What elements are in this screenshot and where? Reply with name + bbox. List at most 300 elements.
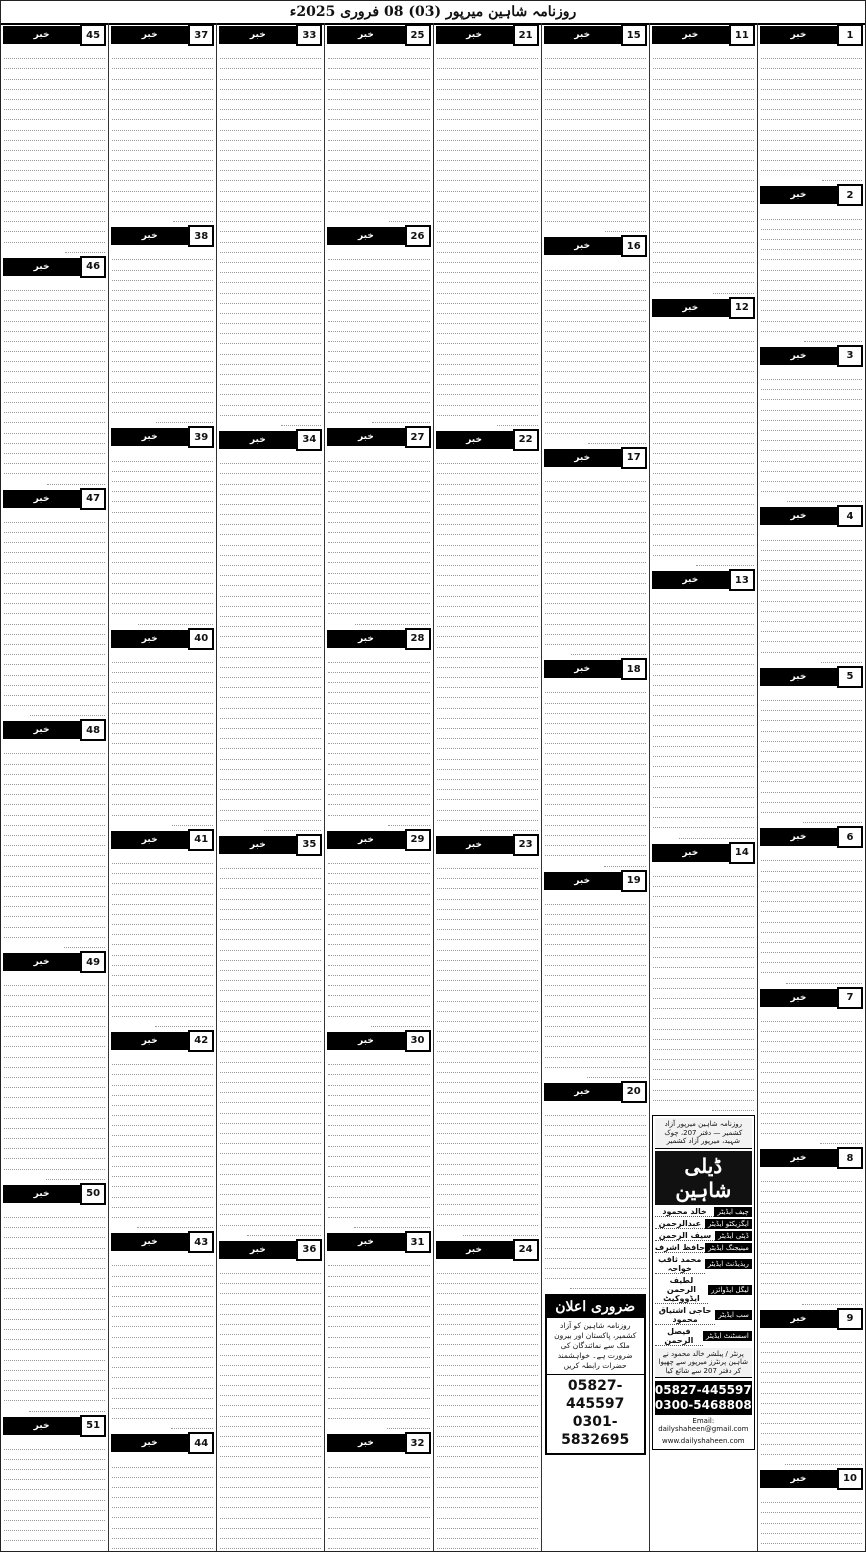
text-line: [112, 1378, 213, 1388]
text-line: [328, 1457, 429, 1467]
text-line: [761, 250, 862, 260]
text-line: [4, 897, 105, 907]
text-line: [545, 202, 646, 212]
text-line: [220, 1427, 321, 1437]
text-line: [387, 1419, 429, 1429]
text-line: [112, 161, 213, 171]
text-line: [328, 462, 429, 472]
text-line: [4, 686, 105, 696]
news-number-box: [327, 427, 430, 447]
text-line: [4, 754, 105, 764]
text-line: [761, 411, 862, 421]
news-number-box: [219, 25, 322, 45]
text-line: [220, 495, 321, 505]
text-line: [220, 1549, 321, 1551]
text-line: [437, 790, 538, 800]
text-line: [4, 826, 105, 836]
text-line: [220, 202, 321, 212]
text-line: [112, 1518, 213, 1528]
text-line: [653, 202, 754, 212]
text-line: [220, 515, 321, 525]
news-text-block: [217, 857, 324, 1238]
text-line: [437, 576, 538, 586]
news-label: خبر: [219, 1241, 296, 1259]
text-line: [328, 362, 429, 372]
text-line: [4, 192, 105, 202]
text-line: [437, 607, 538, 617]
text-line: [220, 212, 321, 222]
news-label: خبر: [760, 347, 837, 365]
text-line: [4, 1460, 105, 1470]
text-line: [112, 59, 213, 69]
text-line: [761, 1103, 862, 1113]
text-line: [437, 749, 538, 759]
text-line: [545, 543, 646, 553]
text-line: [46, 1170, 105, 1180]
text-line: [220, 192, 321, 202]
news-text-block: [217, 47, 324, 428]
text-line: [389, 212, 429, 222]
text-line: [328, 250, 429, 260]
text-line: [328, 141, 429, 151]
staff-row: [655, 1306, 752, 1325]
news-label: خبر: [111, 1233, 188, 1251]
news-text-block: [1, 47, 108, 255]
text-line: [437, 1042, 538, 1052]
text-line: [4, 1218, 105, 1228]
text-line: [328, 775, 429, 785]
text-line: [328, 1065, 429, 1075]
text-line: [328, 202, 429, 212]
text-line: [220, 294, 321, 304]
text-line: [4, 1361, 105, 1371]
text-line: [545, 1198, 646, 1208]
text-line: [328, 1338, 429, 1348]
text-line: [653, 1070, 754, 1080]
news-number: 33: [296, 24, 322, 46]
text-line: [437, 505, 538, 515]
text-line: [4, 986, 105, 996]
text-line: [220, 253, 321, 263]
text-line: [220, 637, 321, 647]
text-line: [761, 260, 862, 270]
news-label: خبر: [436, 1241, 513, 1259]
text-line: [328, 795, 429, 805]
text-line: [220, 1093, 321, 1103]
text-line: [112, 69, 213, 79]
text-line: [545, 563, 646, 573]
news-label: خبر: [111, 831, 188, 849]
text-line: [437, 1165, 538, 1175]
text-line: [112, 49, 213, 59]
text-line: [761, 1333, 862, 1343]
news-number-box: [436, 25, 539, 45]
text-line: [220, 525, 321, 535]
text-line: [761, 892, 862, 902]
text-line: [545, 482, 646, 492]
text-line: [545, 393, 646, 403]
text-line: [4, 90, 105, 100]
text-line: [545, 775, 646, 785]
text-line: [281, 416, 321, 426]
news-text-block: [109, 248, 216, 425]
news-number: 36: [296, 1239, 322, 1261]
text-line: [653, 877, 754, 887]
news-number: 15: [621, 24, 647, 46]
text-line: [545, 574, 646, 584]
text-line: [247, 1226, 322, 1236]
text-line: [437, 1154, 538, 1164]
news-text-block: [434, 452, 541, 833]
text-line: [220, 1073, 321, 1083]
text-line: [653, 737, 754, 747]
text-line: [220, 869, 321, 879]
text-line: [220, 1114, 321, 1124]
column-2: [649, 23, 757, 1551]
text-line: [328, 1106, 429, 1116]
text-line: [220, 334, 321, 344]
news-number-box: [111, 629, 214, 649]
text-line: [822, 171, 862, 181]
news-text-block: [1, 279, 108, 487]
text-line: [545, 683, 646, 693]
text-line: [112, 553, 213, 563]
text-line: [220, 607, 321, 617]
text-line: [328, 1478, 429, 1488]
news-label: خبر: [544, 872, 621, 890]
text-line: [545, 120, 646, 130]
text-line: [156, 413, 214, 423]
news-text-block: [325, 651, 432, 828]
text-line: [112, 1266, 213, 1276]
text-line: [545, 765, 646, 775]
text-line: [545, 625, 646, 635]
text-line: [220, 1083, 321, 1093]
text-line: [220, 464, 321, 474]
text-line: [4, 212, 105, 222]
text-line: [220, 1305, 321, 1315]
text-line: [328, 383, 429, 393]
text-line: [545, 212, 646, 222]
text-line: [653, 625, 754, 635]
text-line: [437, 131, 538, 141]
text-line: [220, 576, 321, 586]
phone-number: 0300-5468808: [654, 1398, 752, 1412]
text-line: [328, 693, 429, 703]
text-line: [545, 594, 646, 604]
text-line: [761, 1022, 862, 1032]
text-line: [761, 462, 862, 472]
text-line: [4, 49, 105, 59]
news-number-box: [327, 25, 430, 45]
text-line: [761, 1042, 862, 1052]
text-line: [112, 383, 213, 393]
text-line: [220, 59, 321, 69]
text-line: [220, 1215, 321, 1225]
news-number-box: [327, 226, 430, 246]
text-line: [328, 594, 429, 604]
staff-name: خالد محمود: [655, 1207, 715, 1217]
text-line: [4, 1027, 105, 1037]
text-line: [545, 1136, 646, 1146]
text-line: [112, 996, 213, 1006]
text-line: [653, 747, 754, 757]
text-line: [328, 311, 429, 321]
text-line: [570, 1279, 646, 1289]
text-line: [761, 1063, 862, 1073]
text-line: [653, 594, 754, 604]
news-label: خبر: [3, 490, 80, 508]
text-line: [112, 1256, 213, 1266]
text-line: [220, 859, 321, 869]
text-line: [328, 171, 429, 181]
text-line: [653, 958, 754, 968]
news-label: خبر: [327, 630, 404, 648]
news-text-block: [325, 1455, 432, 1551]
text-line: [112, 451, 213, 461]
text-line: [761, 923, 862, 933]
text-line: [4, 1269, 105, 1279]
text-line: [220, 556, 321, 566]
text-line: [761, 622, 862, 632]
news-number: 34: [296, 429, 322, 451]
text-line: [4, 676, 105, 686]
text-line: [653, 69, 754, 79]
text-line: [112, 683, 213, 693]
text-line: [112, 663, 213, 673]
text-line: [761, 953, 862, 963]
text-line: [545, 1058, 646, 1068]
text-line: [328, 915, 429, 925]
text-line: [545, 553, 646, 563]
text-line: [112, 1307, 213, 1317]
text-line: [4, 1129, 105, 1139]
text-line: [328, 352, 429, 362]
text-line: [653, 352, 754, 362]
news-text-block: [325, 1053, 432, 1230]
text-line: [545, 1017, 646, 1027]
text-line: [328, 1468, 429, 1478]
text-line: [653, 788, 754, 798]
news-number: 25: [405, 24, 431, 46]
text-line: [112, 281, 213, 291]
text-line: [4, 877, 105, 887]
text-line: [328, 502, 429, 512]
text-line: [112, 976, 213, 986]
text-line: [820, 1134, 862, 1144]
text-line: [545, 836, 646, 846]
news-label: خبر: [544, 1083, 621, 1101]
news-label: خبر: [436, 836, 513, 854]
text-line: [437, 1264, 538, 1274]
text-line: [112, 754, 213, 764]
news-label: خبر: [3, 26, 80, 44]
text-line: [220, 344, 321, 354]
text-line: [761, 1172, 862, 1182]
text-line: [4, 393, 105, 403]
text-line: [437, 889, 538, 899]
news-label: خبر: [652, 571, 729, 589]
text-line: [112, 905, 213, 915]
text-line: [328, 1549, 429, 1551]
news-text-block: [650, 865, 757, 1114]
text-line: [328, 986, 429, 996]
text-line: [220, 889, 321, 899]
text-line: [173, 212, 213, 222]
text-line: [328, 151, 429, 161]
news-number: 9: [837, 1308, 863, 1330]
text-line: [112, 533, 213, 543]
text-line: [4, 625, 105, 635]
text-line: [653, 1040, 754, 1050]
text-line: [761, 1203, 862, 1213]
news-number-box: [111, 1232, 214, 1252]
text-line: [4, 372, 105, 382]
text-line: [4, 584, 105, 594]
text-line: [437, 1539, 538, 1549]
news-number-box: [436, 835, 539, 855]
text-line: [328, 110, 429, 120]
text-line: [437, 1345, 538, 1355]
text-line: [4, 131, 105, 141]
text-line: [112, 795, 213, 805]
text-line: [761, 120, 862, 130]
text-line: [437, 556, 538, 566]
news-text-block: [217, 1262, 324, 1551]
text-line: [4, 887, 105, 897]
text-line: [4, 665, 105, 675]
text-line: [328, 523, 429, 533]
text-line: [112, 1208, 213, 1218]
news-number: 1: [837, 24, 863, 46]
text-line: [545, 1259, 646, 1269]
text-line: [545, 372, 646, 382]
news-label: خبر: [327, 1233, 404, 1251]
text-line: [545, 734, 646, 744]
text-line: [4, 604, 105, 614]
phone-number: 05827-445597: [565, 1378, 625, 1413]
text-line: [328, 271, 429, 281]
column-2-news: [650, 25, 757, 1113]
text-line: [437, 1114, 538, 1124]
text-line: [4, 655, 105, 665]
text-line: [4, 1310, 105, 1320]
news-text-block: [434, 857, 541, 1238]
text-line: [328, 744, 429, 754]
text-line: [4, 523, 105, 533]
news-label: خبر: [652, 844, 729, 862]
text-line: [4, 1371, 105, 1381]
text-line: [653, 706, 754, 716]
news-number: 40: [188, 628, 214, 650]
news-label: خبر: [544, 26, 621, 44]
text-line: [112, 100, 213, 110]
text-line: [437, 1284, 538, 1294]
text-line: [328, 724, 429, 734]
text-line: [328, 1368, 429, 1378]
text-line: [112, 1457, 213, 1467]
text-line: [437, 617, 538, 627]
text-line: [328, 322, 429, 332]
text-line: [328, 1539, 429, 1549]
text-line: [112, 594, 213, 604]
news-number: 3: [837, 345, 863, 367]
text-line: [761, 772, 862, 782]
text-line: [437, 1012, 538, 1022]
text-line: [787, 492, 862, 502]
text-line: [653, 161, 754, 171]
text-line: [653, 495, 754, 505]
news-number: 18: [621, 658, 647, 680]
text-line: [437, 355, 538, 365]
staff-role: چیف ایڈیٹر: [714, 1207, 751, 1217]
text-line: [653, 696, 754, 706]
text-line: [653, 362, 754, 372]
newspaper-logo: ڈیلی شاہین: [655, 1151, 752, 1205]
news-number-box: [3, 952, 106, 972]
news-number-box: [111, 830, 214, 850]
text-line: [220, 1052, 321, 1062]
phone-number: 05827-445597: [654, 1383, 752, 1397]
text-line: [761, 80, 862, 90]
text-line: [653, 1009, 754, 1019]
text-line: [172, 816, 213, 826]
text-line: [220, 385, 321, 395]
news-text-block: [758, 849, 865, 985]
text-line: [220, 1315, 321, 1325]
text-line: [328, 1007, 429, 1017]
news-number-box: [760, 1309, 863, 1329]
text-line: [761, 390, 862, 400]
text-line: [112, 260, 213, 270]
text-line: [437, 900, 538, 910]
news-number: 16: [621, 235, 647, 257]
text-line: [112, 1297, 213, 1307]
text-line: [47, 474, 105, 484]
text-line: [4, 1007, 105, 1017]
text-line: [4, 171, 105, 181]
text-line: [761, 581, 862, 591]
text-line: [653, 938, 754, 948]
news-number: 35: [296, 834, 322, 856]
text-line: [545, 49, 646, 59]
text-line: [220, 1175, 321, 1185]
text-line: [4, 1108, 105, 1118]
news-text-block: [109, 852, 216, 1029]
text-line: [545, 976, 646, 986]
text-line: [437, 637, 538, 647]
text-line: [220, 971, 321, 981]
news-label: خبر: [219, 26, 296, 44]
news-number: 32: [405, 1432, 431, 1454]
text-line: [220, 1063, 321, 1073]
text-line: [545, 90, 646, 100]
text-line: [4, 1501, 105, 1511]
text-line: [4, 332, 105, 342]
text-line: [328, 472, 429, 482]
column-8: [1, 23, 108, 1551]
news-number-box: [3, 257, 106, 277]
text-line: [220, 1154, 321, 1164]
news-number-box: [544, 1082, 647, 1102]
text-line: [220, 1264, 321, 1274]
text-line: [545, 935, 646, 945]
text-line: [112, 704, 213, 714]
news-number-box: [327, 1232, 430, 1252]
text-line: [112, 181, 213, 191]
text-line: [112, 1317, 213, 1327]
text-line: [545, 80, 646, 90]
